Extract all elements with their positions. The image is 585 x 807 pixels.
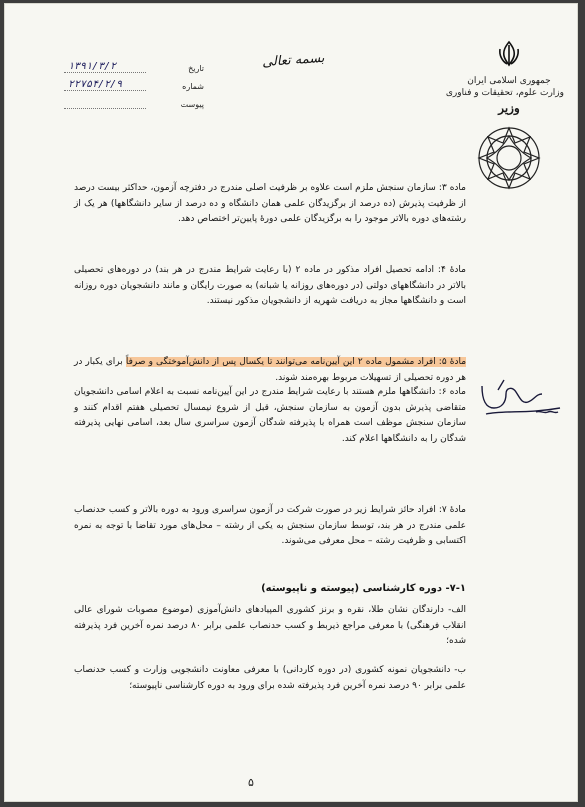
letter-body (74, 181, 466, 751)
section-title: ۷-۱- دوره کارشناسی (پیوسته و ناپیوسته) (261, 583, 466, 594)
letter-meta (64, 55, 204, 109)
article-7: مادهٔ ۷: افراد حائز شرایط زیر در صورت شرکت در آزمون سراسری ورود به دوره بالاتر و کسب حدنصاب علمی مندرج در هر بند، توسط سازمان سنجش به یکی از رشته – محل‌های مورد تقاضا با توجه به نمره اکتسابی و ظرفیت رشته – محل معرفی می‌شوند. (74, 505, 466, 547)
section-item-alef: الف- دارندگان نشان طلا، نقره و برنز کشوری المپیادهای دانش‌آموزی (موضوع مصوبات شورای عالی انقلاب فرهنگی) با معرفی مراجع ذیربط و کسب حدنصاب علمی برابر ۸۰ درصد نمره آخرین فرد پذیرفته شده؛ (74, 605, 466, 647)
number-label: شماره (182, 82, 204, 91)
article-4: مادهٔ ۴: ادامه تحصیل افراد مذکور در ماده ۲ (با رعایت شرایط مندرج در هر بند) در دوره‌های تحصیلی بالاتر در دانشگاههای دولتی (در دوره‌های روزانه یا شبانه) به صورت رایگان و مانند دانشجویان دوره روزانه است و دانشگاهها مجاز به دریافت شهریه از دانشجویان مذکور نیستند. (74, 265, 466, 307)
article-3: ماده ۳: سازمان سنجش ملزم است علاوه بر ظرفیت اصلی مندرج در دفترچه آزمون، حداکثر بیست درصد از ظرفیت پذیرش (ده درصد از برگزیدگان علمی همان دانشگاه و ده درصد از سایر دانشگاهها) هر یک از رشته‌های دوره بالاتر موجود را به برگزیدگان علمی دورهٔ پایین‌تر اختصاص دهد. (74, 183, 466, 225)
attachment-value (64, 108, 146, 109)
letterhead-country: جمهوری اسلامی ایران (467, 76, 551, 86)
attachment-row (64, 91, 204, 109)
article-5-rest: برای یکبار در هر دوره تحصیلی از تسهیلات مربوط بهره‌مند شوند. (74, 357, 466, 383)
letterhead (445, 39, 564, 195)
document-page (4, 3, 578, 802)
date-value: ۱۳۹۱/۳/۲ (64, 61, 146, 73)
iran-emblem-icon (494, 39, 524, 69)
letterhead-ministry: وزارت علوم، تحقیقات و فناوری (445, 88, 564, 98)
page-number: ۵ (248, 776, 254, 789)
bismillah-heading: بسمه تعالی (261, 50, 325, 71)
date-label: تاریخ (188, 64, 204, 73)
article-6: ماده ۶: دانشگاهها ملزم هستند با رعایت شرایط مندرج در این آیین‌نامه نسبت به اعلام اسامی دانشجویان متقاضی پذیرش بدون آزمون به سازمان سنجش، قبل از شروع نیمسال تحصیلی هفتم اقدام کنند و سازمان سنجش موظف است همراه با پذیرفته شدگان آزمون سراسری سال بعد، اسامی نهایی پذیرفته شدگان را به دانشگاهها اعلام کند. (74, 387, 466, 444)
letterhead-title: وزیر (498, 101, 520, 115)
number-row (64, 73, 204, 91)
article-5-highlight: مادهٔ ۵: افراد مشمول ماده ۲ این آیین‌نامه می‌توانند تا یکسال پس از دانش‌آموختگی و صرفاً (125, 357, 467, 367)
article-5 (74, 355, 466, 386)
number-value: ۲۲۷۵۴/۲/۹ (64, 79, 146, 91)
section-item-be: ب- دانشجویان نمونه کشوری (در دوره کاردانی) با معرفی معاونت دانشجویی وزارت و کسب حدنصاب علمی برابر ۹۰ درصد نمره آخرین فرد پذیرفته شده برای ورود به دوره کارشناسی ناپیوسته؛ (74, 665, 466, 691)
attachment-label: پیوست (180, 100, 204, 109)
date-row (64, 55, 204, 73)
ornament-icon (476, 125, 542, 191)
signature-mark (476, 376, 566, 420)
